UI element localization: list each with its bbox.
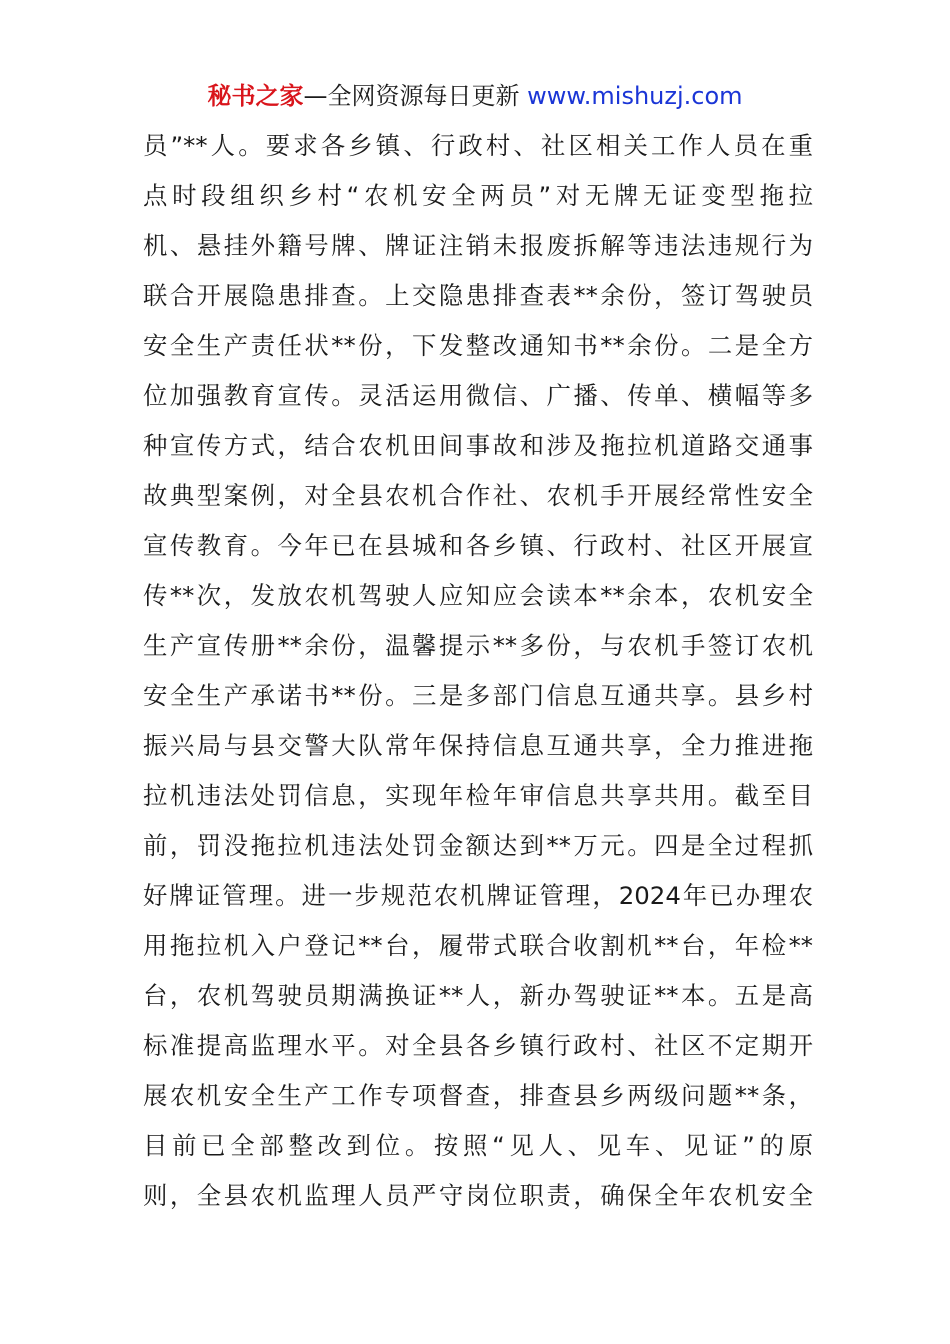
site-url[interactable]: www.mishuzj.com bbox=[527, 82, 743, 110]
body-line-6: 位加强教育宣传。灵活运用微信、广播、传单、横幅等多 bbox=[143, 381, 813, 410]
body-line-22: 则，全县农机监理人员严守岗位职责，确保全年农机安全 bbox=[143, 1181, 813, 1210]
body-line-13: 振兴局与县交警大队常年保持信息互通共享，全力推进拖 bbox=[143, 731, 813, 760]
body-line-9: 宣传教育。今年已在县城和各乡镇、行政村、社区开展宣 bbox=[143, 531, 813, 560]
brand-name: 秘书之家 bbox=[207, 82, 304, 110]
body-line-7: 种宣传方式，结合农机田间事故和涉及拖拉机道路交通事 bbox=[143, 431, 813, 460]
body-line-16: 好牌证管理。进一步规范农机牌证管理，2024年已办理农 bbox=[143, 881, 813, 910]
body-line-17: 用拖拉机入户登记**台，履带式联合收割机**台，年检** bbox=[143, 931, 813, 960]
body-line-21: 目前已全部整改到位。按照“见人、见车、见证”的原 bbox=[143, 1131, 813, 1160]
body-line-18: 台，农机驾驶员期满换证**人，新办驾驶证**本。五是高 bbox=[143, 981, 813, 1010]
body-line-14: 拉机违法处罚信息，实现年检年审信息共享共用。截至目 bbox=[143, 781, 813, 810]
body-line-20: 展农机安全生产工作专项督查，排查县乡两级问题**条， bbox=[143, 1081, 813, 1110]
body-line-15: 前，罚没拖拉机违法处罚金额达到**万元。四是全过程抓 bbox=[143, 831, 813, 860]
body-line-10: 传**次，发放农机驾驶人应知应会读本**余本，农机安全 bbox=[143, 581, 813, 610]
body-line-2: 点时段组织乡村“农机安全两员”对无牌无证变型拖拉 bbox=[143, 181, 813, 210]
body-line-11: 生产宣传册**余份，温馨提示**多份，与农机手签订农机 bbox=[143, 631, 813, 660]
body-line-3: 机、悬挂外籍号牌、牌证注销未报废拆解等违法违规行为 bbox=[143, 231, 813, 260]
body-line-8: 故典型案例，对全县农机合作社、农机手开展经常性安全 bbox=[143, 481, 813, 510]
page-header bbox=[0, 78, 950, 114]
body-line-1: 员”**人。要求各乡镇、行政村、社区相关工作人员在重 bbox=[143, 131, 813, 160]
body-line-5: 安全生产责任状**份，下发整改通知书**余份。二是全方 bbox=[143, 331, 813, 360]
document-body bbox=[143, 121, 813, 1221]
header-tagline: —全网资源每日更新 bbox=[303, 82, 528, 110]
body-line-19: 标准提高监理水平。对全县各乡镇行政村、社区不定期开 bbox=[143, 1031, 813, 1060]
body-line-12: 安全生产承诺书**份。三是多部门信息互通共享。县乡村 bbox=[143, 681, 813, 710]
body-line-4: 联合开展隐患排查。上交隐患排查表**余份，签订驾驶员 bbox=[143, 281, 813, 310]
